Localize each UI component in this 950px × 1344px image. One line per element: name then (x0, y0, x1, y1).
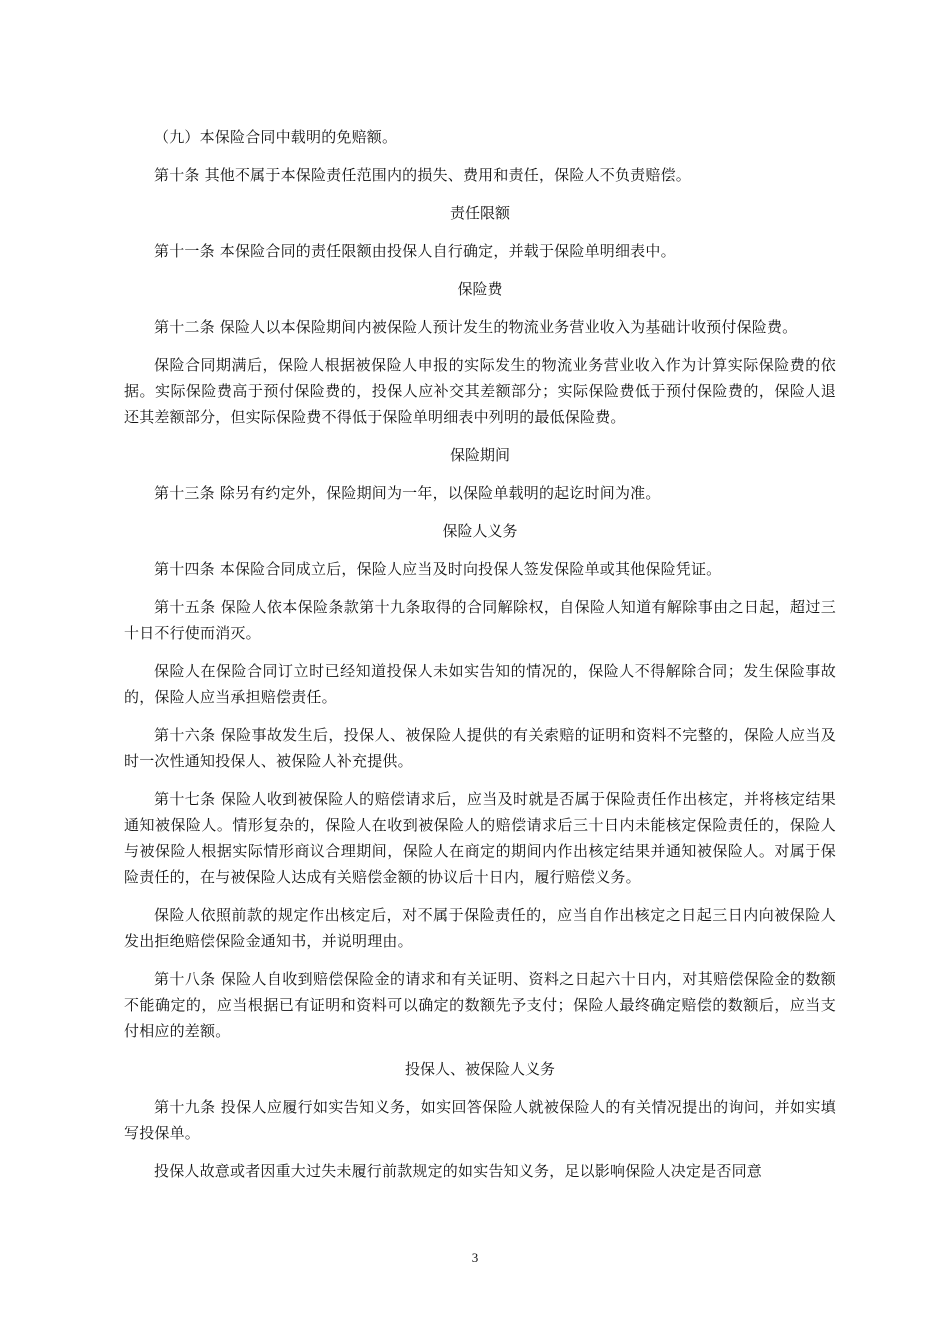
article-19: 第十九条 投保人应履行如实告知义务，如实回答保险人就被保险人的有关情况提出的询问，并如实填写投保单。 (124, 1098, 836, 1142)
section-heading-policyholder-obligations: 投保人、被保险人义务 (404, 1060, 555, 1078)
article-14: 第十四条 本保险合同成立后，保险人应当及时向投保人签发保险单或其他保险凭证。 (154, 560, 722, 578)
article-19-paragraph-2: 投保人故意或者因重大过失未履行前款规定的如实告知义务，足以影响保险人决定是否同意 (154, 1162, 763, 1180)
article-17-paragraph-2: 保险人依照前款的规定作出核定后，对不属于保险责任的，应当自作出核定之日起三日内向被保险人发出拒绝赔偿保险金通知书，并说明理由。 (124, 906, 836, 950)
article-13: 第十三条 除另有约定外，保险期间为一年，以保险单载明的起讫时间为准。 (154, 484, 661, 502)
section-heading-insurance-period: 保险期间 (449, 446, 510, 464)
article-16: 第十六条 保险事故发生后，投保人、被保险人提供的有关索赔的证明和资料不完整的，保险人应当及时一次性通知投保人、被保险人补充提供。 (124, 726, 836, 770)
document-page (124, 124, 836, 1196)
article-12-paragraph-2: 保险合同期满后，保险人根据被保险人申报的实际发生的物流业务营业收入作为计算实际保险费的依据。实际保险费高于预付保险费的，投保人应补交其差额部分；实际保险费低于预付保险费的，保险人退还其差额部分，但实际保险费不得低于保险单明细表中列明的最低保险费。 (124, 356, 836, 426)
article-11: 第十一条 本保险合同的责任限额由投保人自行确定，并载于保险单明细表中。 (154, 242, 676, 260)
article-17: 第十七条 保险人收到被保险人的赔偿请求后，应当及时就是否属于保险责任作出核定，并将核定结果通知被保险人。情形复杂的，保险人在收到被保险人的赔偿请求后三十日内未能核定保险责任的，保险人与被保险人根据实际情形商议合理期间，保险人在商定的期间内作出核定结果并通知被保险人。对属于保险责任的，在与被保险人达成有关赔偿金额的协议后十日内，履行赔偿义务。 (124, 790, 836, 886)
article-15: 第十五条 保险人依本保险条款第十九条取得的合同解除权，自保险人知道有解除事由之日起，超过三十日不行使而消灭。 (124, 598, 836, 642)
section-heading-insurer-obligations: 保险人义务 (442, 522, 518, 540)
article-12: 第十二条 保险人以本保险期间内被保险人预计发生的物流业务营业收入为基础计收预付保险费。 (154, 318, 798, 336)
article-10: 第十条 其他不属于本保险责任范围内的损失、费用和责任，保险人不负责赔偿。 (154, 166, 691, 184)
clause-item-9: （九）本保险合同中载明的免赔额。 (154, 128, 398, 146)
article-15-paragraph-2: 保险人在保险合同订立时已经知道投保人未如实告知的情况的，保险人不得解除合同；发生保险事故的，保险人应当承担赔偿责任。 (124, 662, 836, 706)
section-heading-liability-limit: 责任限额 (449, 204, 510, 222)
page-number: 3 (471, 1250, 479, 1265)
article-18: 第十八条 保险人自收到赔偿保险金的请求和有关证明、资料之日起六十日内，对其赔偿保险金的数额不能确定的，应当根据已有证明和资料可以确定的数额先予支付；保险人最终确定赔偿的数额后，应当支付相应的差额。 (124, 970, 836, 1040)
section-heading-premium: 保险费 (457, 280, 503, 298)
